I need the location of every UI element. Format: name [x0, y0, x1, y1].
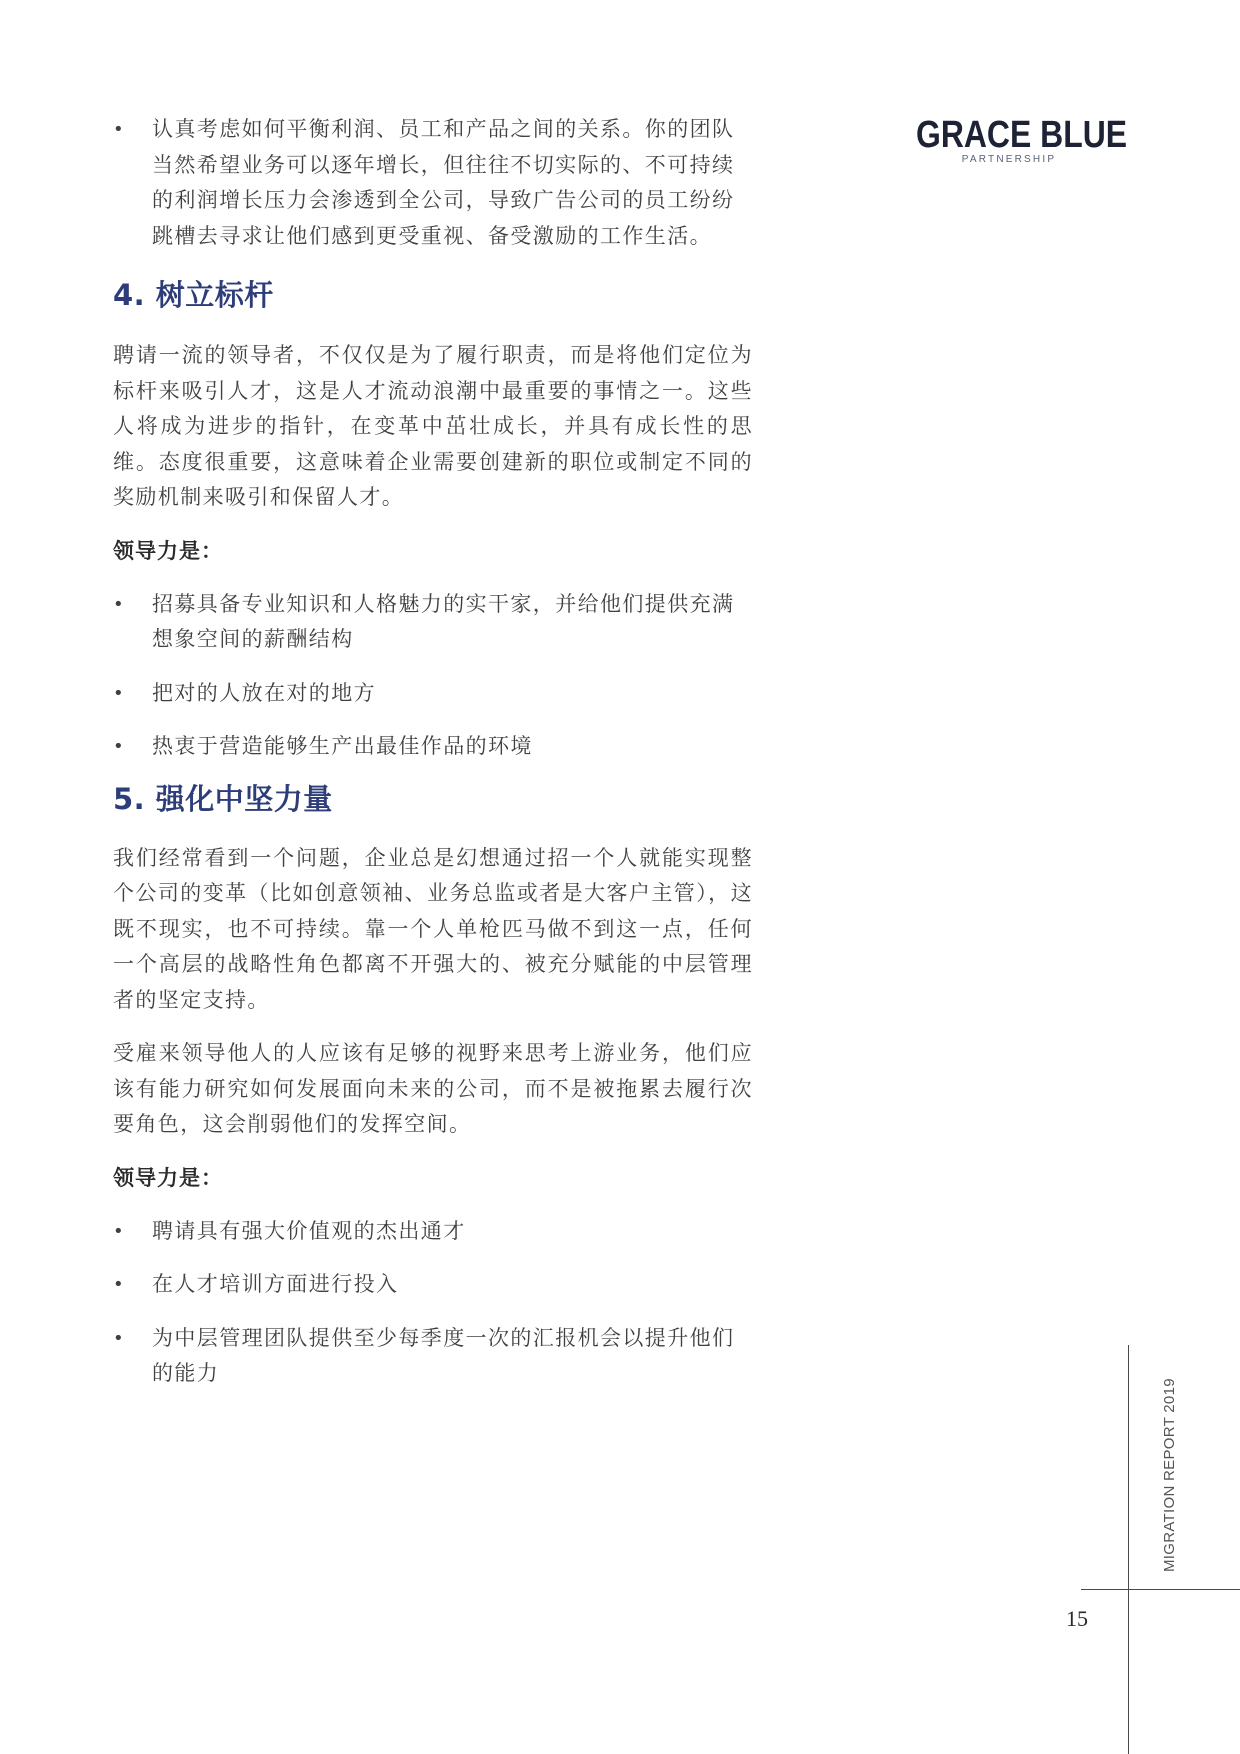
list-item-text: 把对的人放在对的地方	[152, 680, 376, 705]
list-item-text: 热衷于营造能够生产出最佳作品的环境	[152, 734, 533, 758]
logo-wordmark: GRACE BLUE	[916, 114, 1128, 156]
list-item-text: 聘请具有强大价值观的杰出通才	[152, 1218, 466, 1243]
bullet-icon: •	[113, 682, 126, 704]
horizontal-divider	[1081, 1589, 1240, 1590]
section-4-heading: 4. 树立标杆	[113, 278, 274, 312]
list-item-text: 在人才培训方面进行投入	[152, 1272, 399, 1296]
bullet-icon: •	[113, 593, 126, 615]
report-label: MIGRATION REPORT 2019	[1161, 1378, 1178, 1572]
intro-bullet-list	[113, 112, 753, 254]
bullet-icon: •	[113, 1327, 126, 1349]
page-number: 15	[1066, 1606, 1088, 1631]
list-item	[113, 587, 753, 658]
section-4-bullet-list	[113, 587, 753, 765]
list-item	[113, 1267, 753, 1303]
section-4-paragraph: 聘请一流的领导者，不仅仅是为了履行职责，而是将他们定位为标杆来吸引人才，这是人才流动浪潮中最重要的事情之一。这些人将成为进步的指针，在变革中茁壮成长，并具有成长性的思维。态度很重要，这意味着企业需要创建新的职位或制定不同的奖励机制来吸引和保留人才。	[113, 343, 753, 509]
vertical-divider	[1128, 1345, 1129, 1754]
list-item-text: 为中层管理团队提供至少每季度一次的汇报机会以提升他们的能力	[152, 1325, 735, 1385]
grace-blue-logo	[900, 114, 1128, 166]
bullet-icon: •	[113, 1274, 126, 1295]
list-item-text: 认真考虑如何平衡利润、员工和产品之间的关系。你的团队当然希望业务可以逐年增长，但往往不切实际的、不可持续的利润增长压力会渗透到全公司，导致广告公司的员工纷纷跳槽去寻求让他们感到更受重视、备受激励的工作生活。	[152, 117, 735, 248]
bullet-icon: •	[113, 736, 126, 757]
section-5-bullet-list	[113, 1214, 753, 1392]
page-content	[113, 112, 753, 1392]
list-item	[113, 676, 753, 712]
section-5-heading: 5. 强化中坚力量	[113, 781, 333, 816]
list-item	[113, 1321, 753, 1392]
bullet-icon: •	[113, 1220, 126, 1242]
list-item	[113, 1214, 753, 1250]
list-item-text: 招募具备专业知识和人格魅力的实干家，并给他们提供充满想象空间的薪酬结构	[152, 591, 735, 651]
section-5-paragraph-1: 我们经常看到一个问题，企业总是幻想通过招一个人就能实现整个公司的变革（比如创意领袖、业务总监或者是大客户主管），这既不现实，也不可持续。靠一个人单枪匹马做不到这一点，任何一个高层的战略性角色都离不开强大的、被充分赋能的中层管理者的坚定支持。	[113, 845, 753, 1012]
logo-subtitle: PARTNERSHIP	[961, 154, 1057, 165]
bullet-icon: •	[113, 119, 126, 140]
section-5-lead: 领导力是：	[113, 1165, 223, 1190]
list-item	[113, 729, 753, 765]
list-item	[113, 112, 753, 254]
section-5-paragraph-2: 受雇来领导他人的人应该有足够的视野来思考上游业务，他们应该有能力研究如何发展面向未来的公司，而不是被拖累去履行次要角色，这会削弱他们的发挥空间。	[113, 1041, 753, 1136]
section-4-lead: 领导力是：	[113, 538, 223, 563]
